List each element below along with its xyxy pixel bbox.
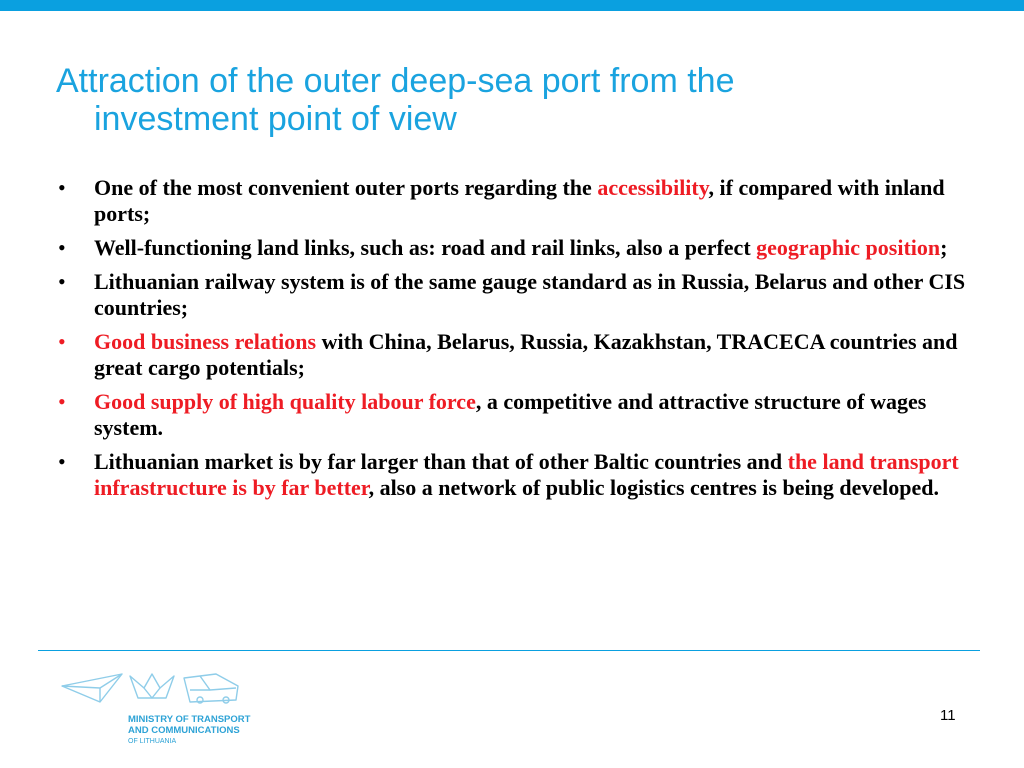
page-number: 11 [940, 707, 956, 724]
bullet-marker-icon: • [58, 449, 66, 474]
bullet-marker-icon: • [58, 235, 66, 260]
logo-text-line-1: MINISTRY OF TRANSPORT [128, 714, 251, 725]
logo-text-line-2: AND COMMUNICATIONS [128, 725, 240, 736]
bullet-text: Lithuanian market is by far larger than that of other Baltic countries and [94, 449, 788, 474]
highlighted-text: accessibility [597, 175, 709, 200]
bullet-item [56, 389, 992, 441]
highlighted-text: Good supply of high quality labour force [94, 389, 476, 414]
bullet-text: ; [940, 235, 948, 260]
bullet-text: , a competitive and attractive structure of wages system. [94, 389, 927, 440]
highlighted-text: the land transport infrastructure is by far better [94, 449, 959, 500]
logo-text-line-3: OF LITHUANIA [128, 738, 177, 745]
ministry-logo [50, 662, 258, 758]
bullet-marker-icon: • [58, 389, 66, 414]
bullet-marker-icon: • [58, 269, 66, 294]
highlighted-text: geographic position [756, 235, 941, 260]
bullet-item [56, 235, 992, 261]
bullet-item [56, 269, 992, 321]
bullet-marker-icon: • [58, 329, 66, 354]
ministry-logo-text [128, 714, 250, 747]
bullet-text: Well-functioning land links, such as: road and rail links, also a perfect [94, 235, 757, 260]
bullet-item [56, 329, 992, 381]
bullet-text: One of the most convenient outer ports regarding the [94, 175, 598, 200]
bullet-text: Lithuanian railway system is of the same gauge standard as in Russia, Belarus and other CIS countries; [94, 269, 966, 320]
bullet-text: , if compared with inland ports; [94, 175, 945, 226]
ministry-logo-icon [60, 666, 250, 708]
slide-title-line-2: investment point of view [94, 100, 457, 138]
bullet-text: with China, Belarus, Russia, Kazakhstan, TRACECA countries and great cargo potentials; [94, 329, 958, 380]
bullet-list [56, 175, 992, 509]
bullet-item [56, 449, 992, 501]
bullet-text: , also a network of public logistics centres is being developed. [368, 475, 939, 500]
highlighted-text: Good business relations [94, 329, 317, 354]
footer-divider [38, 650, 980, 651]
slide-title [56, 62, 976, 138]
slide-title-line-1: Attraction of the outer deep-sea port from the [56, 62, 735, 100]
bullet-marker-icon: • [58, 175, 66, 200]
bullet-item [56, 175, 992, 227]
top-accent-bar [0, 0, 1024, 11]
